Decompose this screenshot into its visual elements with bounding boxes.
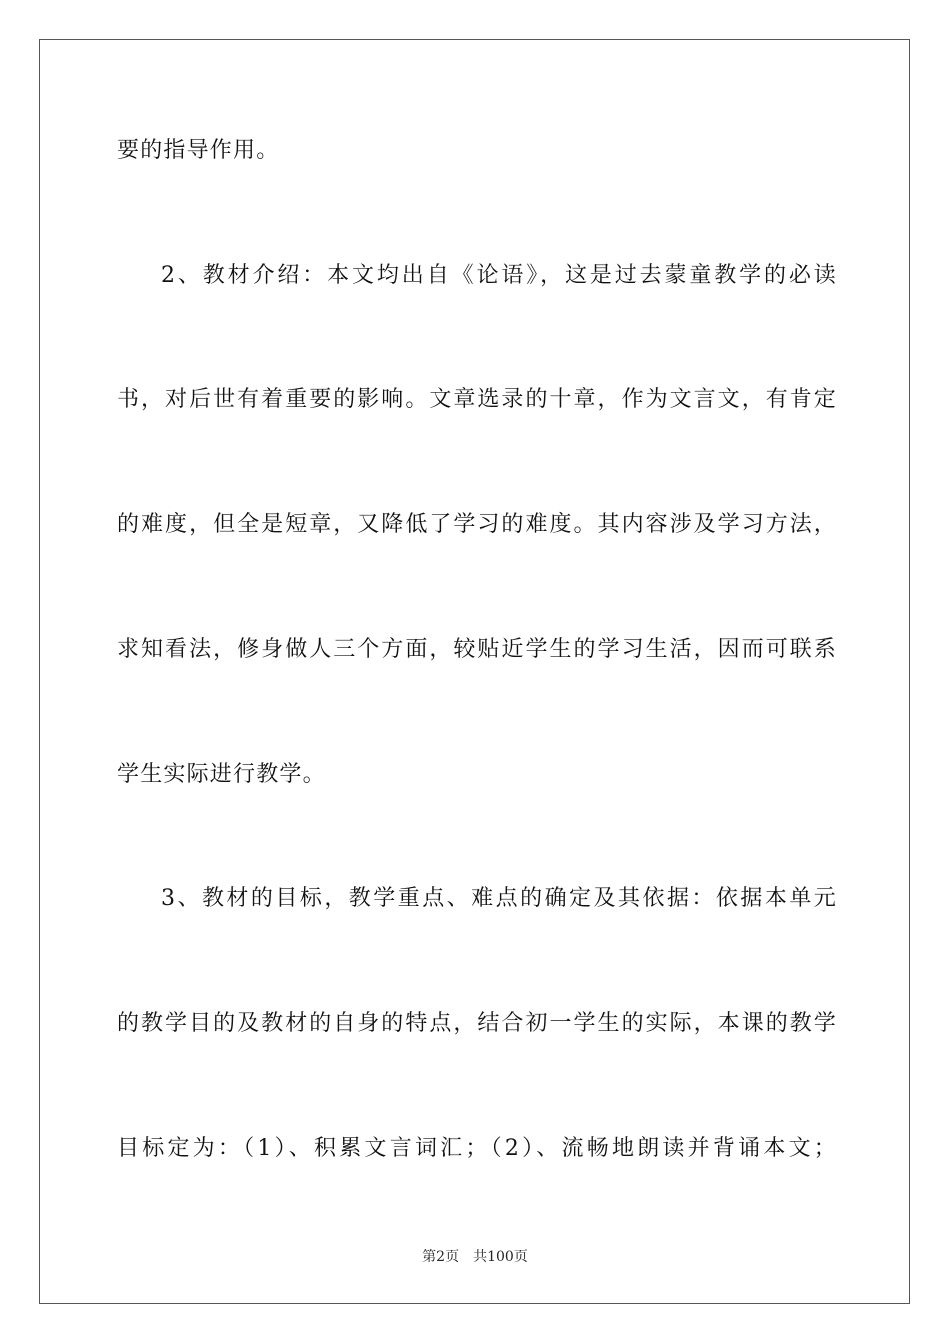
body-line-9: 目标定为：（1）、积累文言词汇；（2）、流畅地朗读并背诵本文；: [117, 1136, 837, 1161]
body-line-6: 学生实际进行教学。: [117, 762, 326, 787]
body-line-3: 书，对后世有着重要的影响。文章选录的十章，作为文言文，有肯定: [117, 387, 837, 412]
body-line-7: 3、教材的目标，教学重点、难点的确定及其依据：依据本单元: [161, 886, 837, 911]
body-line-1: 要的指导作用。: [117, 138, 280, 163]
body-line-2: 2、教材介绍：本文均出自《论语》，这是过去蒙童教学的必读: [161, 263, 837, 288]
body-line-8: 的教学目的及教材的自身的特点，结合初一学生的实际，本课的教学: [117, 1011, 837, 1036]
body-line-5: 求知看法，修身做人三个方面，较贴近学生的学习生活，因而可联系: [117, 637, 837, 662]
page-number: 第2页: [422, 1249, 460, 1265]
page-border: [39, 39, 910, 1304]
page-footer: [0, 1248, 950, 1266]
body-line-4: 的难度，但全是短章，又降低了学习的难度。其内容涉及学习方法，: [117, 512, 837, 537]
page-total: 共100页: [473, 1249, 528, 1265]
